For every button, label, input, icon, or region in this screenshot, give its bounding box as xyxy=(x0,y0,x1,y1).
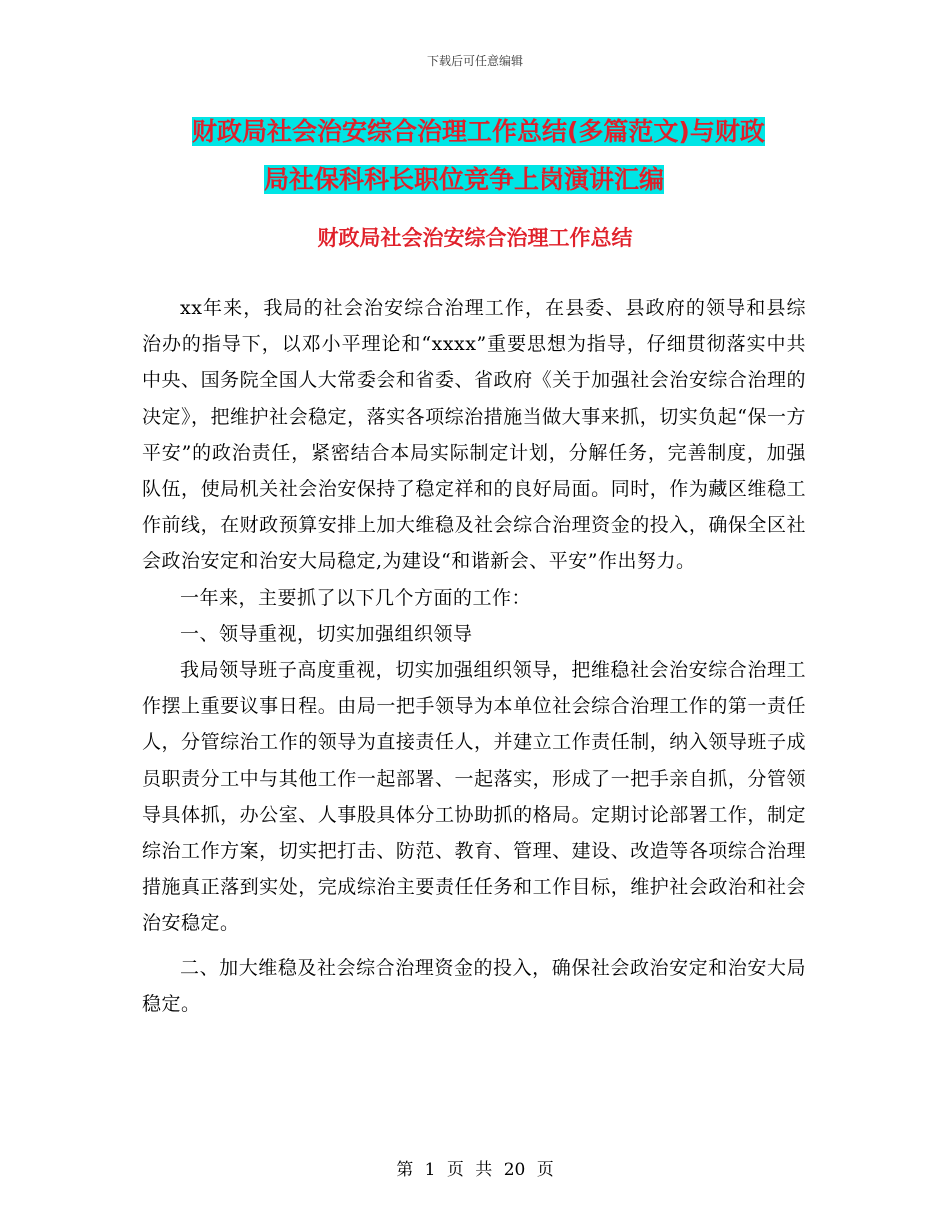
document-title-line-2 xyxy=(140,156,830,204)
paragraph-heading-2: 二、加大维稳及社会综合治理资金的投入，确保社会政治安定和治安大局稳定。 xyxy=(142,956,806,1015)
title-highlight-1: 财政局社会治安综合治理工作总结(多篇范文)与财政 xyxy=(192,117,765,146)
paragraph-leadership: 我局领导班子高度重视，切实加强组织领导，把维稳社会治安综合治理工作摆上重要议事日程。由局一把手领导为本单位社会综合治理工作的第一责任人，分管综治工作的领导为直接责任人，并建立工作责任制，纳入领导班子成员职责分工中与其他工作一起部署、一起落实，形成了一把手亲自抓，分管领导具体抓，办公室、人事股具体分工协助抓的格局。定期讨论部署工作，制定综治工作方案，切实把打击、防范、教育、管理、建设、改造等各项综合治理措施真正落到实处，完成综治主要责任任务和工作目标，维护社会政治和社会治安稳定。 xyxy=(142,659,806,935)
paragraph-overview: 一年来，主要抓了以下几个方面的工作： xyxy=(180,586,532,609)
document-title-line-1 xyxy=(140,108,830,156)
document-title xyxy=(140,108,830,204)
section-title: 财政局社会治安综合治理工作总结 xyxy=(317,226,633,250)
paragraph-heading-1: 一、领导重视，切实加强组织领导 xyxy=(180,622,473,645)
title-highlight-2: 局社保科科长职位竞争上岗演讲汇编 xyxy=(264,165,665,194)
page-number-footer: 第 1 页 共 20 页 xyxy=(396,1160,554,1180)
header-note: 下载后可任意编辑 xyxy=(426,54,523,68)
paragraph-intro: xx年来，我局的社会治安综合治理工作，在县委、县政府的领导和县综治办的指导下，以邓小平理论和“xxxx”重要思想为指导，仔细贯彻落实中共中央、国务院全国人大常委会和省委、省政府《关于加强社会治安综合治理的决定》，把维护社会稳定，落实各项综治措施当做大事来抓，切实负起“保一方平安”的政治责任，紧密结合本局实际制定计划，分解任务，完善制度，加强队伍，使局机关社会治安保持了稳定祥和的良好局面。同时，作为藏区维稳工作前线，在财政预算安排上加大维稳及社会综合治理资金的投入，确保全区社会政治安定和治安大局稳定,为建设“和谐新会、平安”作出努力。 xyxy=(142,297,806,573)
document-body xyxy=(142,290,806,1022)
